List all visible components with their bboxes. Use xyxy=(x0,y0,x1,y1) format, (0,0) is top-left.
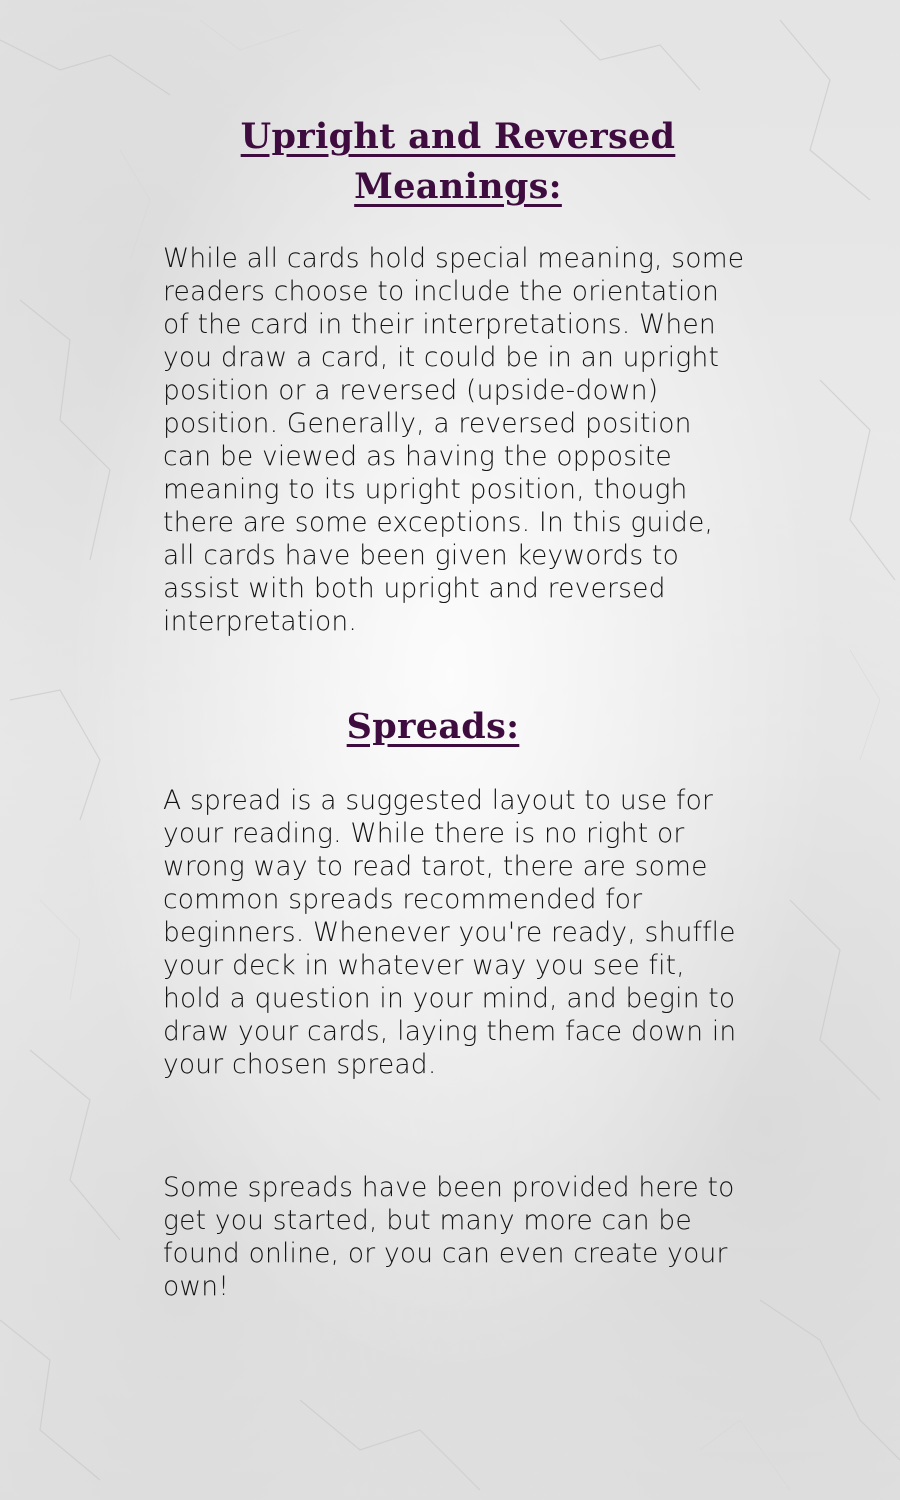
heading-spreads: Spreads: xyxy=(346,706,520,747)
heading-upright-reversed: Upright and Reversed Meanings: xyxy=(240,116,676,207)
paragraph-spreads-provided: Some spreads have been provided here to get you started, but many more can be found online, or you can even create your own! xyxy=(163,1172,735,1302)
paragraph-upright-reversed: While all cards hold special meaning, some readers choose to include the orientation of the card in their interpretations. When you draw a card, it could be in an upright position or a reversed (upside-down) position. Generally, a reversed position can be viewed as having the opposite meaning to its upright position, though there are some exceptions. In this guide, all cards have been given keywords to assist with both upright and reversed interpretation. xyxy=(163,243,745,637)
paragraph-spreads-intro: A spread is a suggested layout to use for your reading. While there is no right or wrong way to read tarot, there are some common spreads recommended for beginners. Whenever you're ready, shuffle your deck in whatever way you see fit, hold a question in your mind, and begin to draw your cards, laying them face down in your chosen spread. xyxy=(163,785,737,1080)
